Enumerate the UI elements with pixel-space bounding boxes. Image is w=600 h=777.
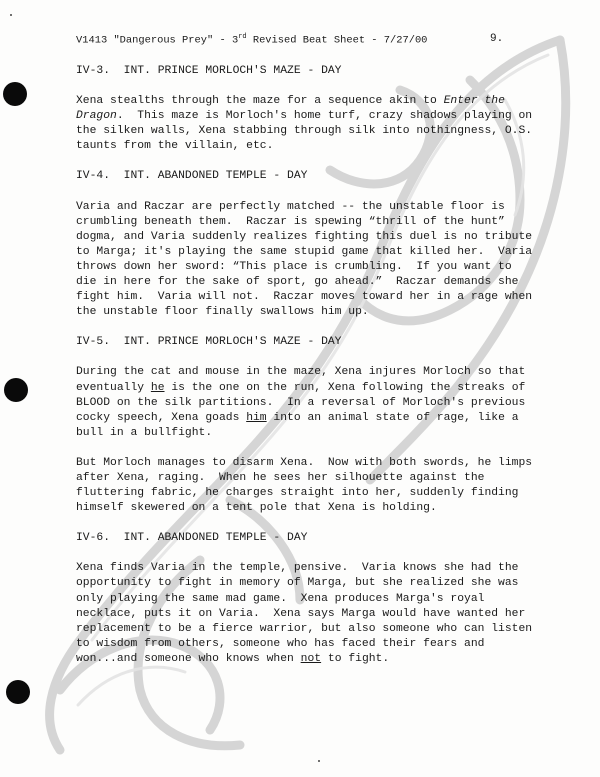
paper-speck [318,760,320,762]
punch-hole-icon [4,378,28,402]
text-run: . This maze is Morloch's home turf, crazy shadows playing on the silken walls, Xena stabbing through silk into nothingness, O.S. taunts from the villain, etc. [76,110,539,153]
scene-paragraph [76,200,539,321]
text-run: Varia and Raczar are perfectly matched -- the unstable floor is crumbling beneath them. Raczar is spewing “thrill of the hunt” dogma, and Varia suddenly realizes fighting this duel is no tribute to Marga; it's playing the same stupid game that killed her. Varia throws down her sword: “This place is crumbling. If you want to die in here for the sake of sport, go ahead.” Raczar demands she fight him. Varia will not. Raczar moves toward her in a rage when the unstable floor finally swallows him up. [76,200,539,319]
scene-heading: IV-6. INT. ABANDONED TEMPLE - DAY [76,532,308,545]
punch-hole-icon [3,82,27,106]
scene-heading: IV-3. INT. PRINCE MORLOCH'S MAZE - DAY [76,65,342,77]
text-run: into an animal state of rage, like a bull in a bullfight. [76,411,526,439]
scene-paragraph [76,456,539,516]
underlined-text: him [246,411,267,424]
text-run: Xena stealths through the maze for a sequence akin to [76,95,444,108]
scene-heading: IV-5. INT. PRINCE MORLOCH'S MAZE - DAY [76,336,342,349]
text-run: to fight. [321,652,390,665]
italic-text: Enter the Dragon [76,95,512,123]
text-run: Xena finds Varia in the temple, pensive. Varia knows she had the opportunity to fight in memory of Marga, but she realized she was only playing the same mad game. Xena produces Marga's royal necklace, puts it on Varia. Xena says Marga would have wanted her replacement to be a fierce warrior, but also someone who can listen to wisdom from others, someone who has faced their fears and won...and someone who knows when [76,562,539,665]
revision-label: Revised Beat Sheet - 7/27/00 [246,34,428,47]
text-run: But Morloch manages to disarm Xena. Now with both swords, he limps after Xena, raging. When he sees her silhouette against the fluttering fabric, he charges straight into her, suddenly finding himself skewered on a tent pole that Xena is holding. [76,456,539,515]
scene-heading: IV-4. INT. ABANDONED TEMPLE - DAY [76,170,308,183]
revision-number: 3 [231,34,239,47]
scene-paragraph [76,365,536,440]
revision-suffix: rd [238,33,247,41]
paper-speck [10,14,12,16]
script-code: V1413 [76,34,108,47]
underlined-text: he [150,381,165,394]
script-title: "Dangerous Prey" [113,34,214,47]
text-run: is the one on the run, Xena following the streaks of BLOOD on the silk partitions. In a reversal of Morloch's previous cocky speech, Xena goads [76,381,533,424]
page-number: 9. [490,33,504,45]
text-run: During the cat and mouse in the maze, Xena injures Morloch so that eventually [76,366,533,394]
scene-paragraph [76,561,539,667]
scene-paragraph [76,94,539,154]
script-body [76,64,539,682]
punch-hole-icon [6,680,30,704]
page-header: V1413 "Dangerous Prey" - 3rd Revised Beat Sheet - 7/27/00 [76,33,428,47]
underlined-text: not [300,652,322,665]
